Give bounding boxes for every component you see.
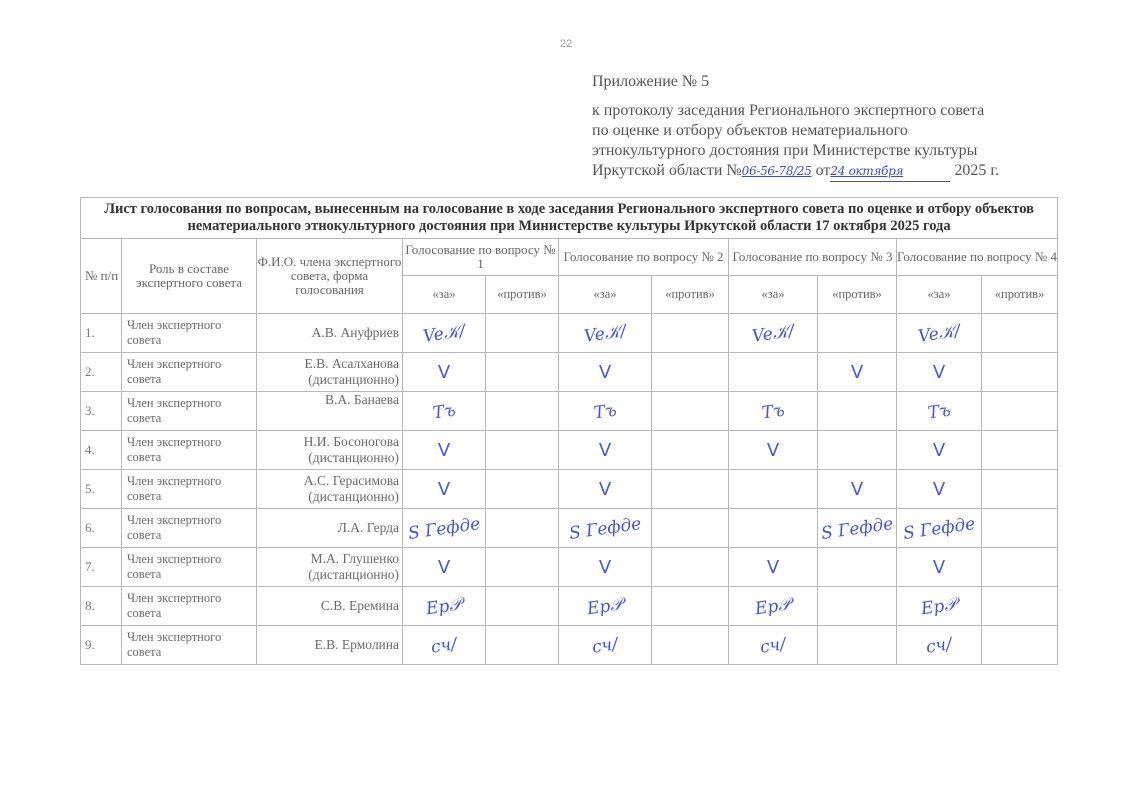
year-suffix: 2025 г. xyxy=(954,162,1000,179)
vote-q3-for xyxy=(729,431,818,470)
signature-icon: Ер𝒫 xyxy=(920,594,958,619)
vote-q2-for xyxy=(559,353,652,392)
checkmark-icon: V xyxy=(437,556,451,578)
vote-q3-against xyxy=(818,548,897,587)
header-q3-against: «против» xyxy=(818,276,897,314)
vote-q3-for xyxy=(729,626,818,665)
signature-icon: сч/ xyxy=(429,633,459,658)
member-name: Н.И. Босоногова xyxy=(303,434,399,449)
row-role: Член экспертного совета xyxy=(122,392,257,431)
vote-q1-for xyxy=(403,470,486,509)
vote-q2-against xyxy=(652,314,729,353)
member-name: М.А. Глушенко xyxy=(310,551,399,566)
vote-q1-for xyxy=(403,548,486,587)
row-role: Член экспертного совета xyxy=(122,353,257,392)
checkmark-icon: V xyxy=(932,439,946,461)
vote-q2-against xyxy=(652,392,729,431)
row-role: Член экспертного совета xyxy=(122,548,257,587)
row-fio xyxy=(257,470,403,509)
checkmark-icon: V xyxy=(932,556,946,578)
member-name: А.В. Ануфриев xyxy=(311,325,399,340)
vote-q3-for xyxy=(729,509,818,548)
header-q4: Голосование по вопросу № 4 xyxy=(897,239,1058,276)
row-number: 8. xyxy=(81,587,122,626)
vote-q4-against xyxy=(982,548,1058,587)
header-num: № п/п xyxy=(81,239,122,314)
row-fio xyxy=(257,626,403,665)
vote-q1-for xyxy=(403,626,486,665)
annex-line-3: этнокультурного достояния при Министерстве культуры xyxy=(592,142,978,159)
vote-q3-against xyxy=(818,626,897,665)
signature-icon: Ve𝒦/ xyxy=(582,320,628,347)
vote-q1-against xyxy=(486,509,559,548)
header-role: Роль в составе экспертного совета xyxy=(122,239,257,314)
vote-q4-against xyxy=(982,470,1058,509)
vote-q4-for xyxy=(897,470,982,509)
signature-icon: Тъ xyxy=(592,400,618,423)
table-caption: Лист голосования по вопросам, вынесенным на голосование в ходе заседания Регионального экспертного совета по оценке и отбору объектов нематериального этнокультурного достояния при Министерстве культуры Иркутской области 17 октября 2025 года xyxy=(81,198,1058,239)
header-q3: Голосование по вопросу № 3 xyxy=(729,239,897,276)
signature-icon: S Гефде xyxy=(567,513,643,544)
vote-q1-against xyxy=(486,470,559,509)
signature-icon: Ер𝒫 xyxy=(425,594,463,619)
vote-q1-for xyxy=(403,353,486,392)
row-number: 9. xyxy=(81,626,122,665)
checkmark-icon: V xyxy=(598,478,612,500)
checkmark-icon: V xyxy=(598,439,612,461)
signature-icon: S Гефде xyxy=(819,513,895,544)
header-q3-for: «за» xyxy=(729,276,818,314)
vote-q3-for xyxy=(729,587,818,626)
checkmark-icon: V xyxy=(598,556,612,578)
row-number: 6. xyxy=(81,509,122,548)
vote-q4-for xyxy=(897,509,982,548)
vote-q4-for xyxy=(897,431,982,470)
vote-q2-for xyxy=(559,587,652,626)
vote-q3-for xyxy=(729,470,818,509)
vote-q2-against xyxy=(652,353,729,392)
header-q1: Голосование по вопросу № 1 xyxy=(403,239,559,276)
vote-q4-against xyxy=(982,431,1058,470)
vote-q1-against xyxy=(486,587,559,626)
header-q2: Голосование по вопросу № 2 xyxy=(559,239,729,276)
vote-q2-against xyxy=(652,470,729,509)
vote-q2-for xyxy=(559,431,652,470)
row-fio xyxy=(257,548,403,587)
row-number: 5. xyxy=(81,470,122,509)
signature-icon: Ер𝒫 xyxy=(754,594,792,619)
checkmark-icon: V xyxy=(932,478,946,500)
vote-q3-for xyxy=(729,353,818,392)
from-label: от xyxy=(815,162,831,179)
signature-icon: S Гефде xyxy=(901,513,977,544)
header-q4-against: «против» xyxy=(982,276,1058,314)
vote-q2-for xyxy=(559,548,652,587)
page-number: 22 xyxy=(560,38,573,50)
row-role: Член экспертного совета xyxy=(122,626,257,665)
vote-q2-for xyxy=(559,470,652,509)
signature-icon: Ve𝒦/ xyxy=(421,320,467,347)
table-row xyxy=(81,548,1058,587)
vote-q3-against xyxy=(818,353,897,392)
member-name: С.В. Еремина xyxy=(320,598,399,613)
annex-line-4-prefix: Иркутской области № xyxy=(592,162,742,179)
vote-q2-against xyxy=(652,587,729,626)
row-fio xyxy=(257,587,403,626)
signature-icon: сч/ xyxy=(590,633,620,658)
row-number: 4. xyxy=(81,431,122,470)
vote-q4-for xyxy=(897,548,982,587)
member-name: Е.В. Ермолина xyxy=(314,637,399,652)
vote-q4-against xyxy=(982,587,1058,626)
vote-q1-for xyxy=(403,587,486,626)
vote-q2-for xyxy=(559,626,652,665)
header-q2-against: «против» xyxy=(652,276,729,314)
vote-q4-for xyxy=(897,392,982,431)
signature-icon: Тъ xyxy=(926,400,952,423)
row-role: Член экспертного совета xyxy=(122,314,257,353)
member-name: В.А. Банаева xyxy=(324,392,399,407)
vote-q3-for xyxy=(729,548,818,587)
table-row xyxy=(81,392,1058,431)
vote-q4-against xyxy=(982,353,1058,392)
protocol-number-handwritten: 06-56-78/25 xyxy=(741,164,812,178)
row-role: Член экспертного совета xyxy=(122,431,257,470)
header-q2-for: «за» xyxy=(559,276,652,314)
checkmark-icon: V xyxy=(437,439,451,461)
annex-line-1: к протоколу заседания Регионального экспертного совета xyxy=(592,102,985,119)
signature-icon: Тъ xyxy=(760,400,786,423)
signature-icon: Тъ xyxy=(431,400,457,423)
header-fio: Ф.И.О. члена экспертного совета, форма голосования xyxy=(257,239,403,314)
row-fio xyxy=(257,353,403,392)
vote-q1-for xyxy=(403,431,486,470)
vote-q1-against xyxy=(486,626,559,665)
signature-icon: S Гефде xyxy=(406,513,482,544)
vote-q2-against xyxy=(652,509,729,548)
row-number: 2. xyxy=(81,353,122,392)
vote-q1-for xyxy=(403,314,486,353)
vote-q4-against xyxy=(982,392,1058,431)
row-fio xyxy=(257,509,403,548)
vote-q4-against xyxy=(982,314,1058,353)
vote-q1-against xyxy=(486,431,559,470)
row-role: Член экспертного совета xyxy=(122,470,257,509)
signature-icon: сч/ xyxy=(758,633,788,658)
vote-q3-against xyxy=(818,392,897,431)
vote-q2-against xyxy=(652,431,729,470)
vote-form: (дистанционно) xyxy=(308,372,399,387)
row-number: 3. xyxy=(81,392,122,431)
vote-q3-against xyxy=(818,431,897,470)
date-handwritten: 24 октября xyxy=(830,161,950,182)
row-fio xyxy=(257,392,403,431)
vote-q4-for xyxy=(897,587,982,626)
member-name: А.С. Герасимова xyxy=(303,473,399,488)
signature-icon: Ер𝒫 xyxy=(586,594,624,619)
vote-q2-for xyxy=(559,509,652,548)
vote-q3-for xyxy=(729,392,818,431)
header-q4-for: «за» xyxy=(897,276,982,314)
table-row xyxy=(81,431,1058,470)
vote-form: (дистанционно) xyxy=(308,489,399,504)
vote-q3-against xyxy=(818,587,897,626)
table-row xyxy=(81,314,1058,353)
member-name: Л.А. Герда xyxy=(337,520,399,535)
vote-q2-for xyxy=(559,314,652,353)
vote-q1-against xyxy=(486,392,559,431)
table-row xyxy=(81,470,1058,509)
checkmark-icon: V xyxy=(766,439,780,461)
voting-table xyxy=(80,197,1058,665)
vote-q3-against xyxy=(818,509,897,548)
checkmark-icon: V xyxy=(850,361,864,383)
checkmark-icon: V xyxy=(437,478,451,500)
row-fio xyxy=(257,314,403,353)
vote-q4-for xyxy=(897,353,982,392)
vote-q1-against xyxy=(486,353,559,392)
vote-q4-for xyxy=(897,626,982,665)
vote-q3-against xyxy=(818,470,897,509)
table-row xyxy=(81,587,1058,626)
checkmark-icon: V xyxy=(598,361,612,383)
vote-q1-against xyxy=(486,314,559,353)
annex-title: Приложение № 5 xyxy=(592,73,710,90)
annex-line-2: по оценке и отбору объектов нематериального xyxy=(592,122,908,139)
table-row xyxy=(81,353,1058,392)
vote-q2-for xyxy=(559,392,652,431)
vote-form: (дистанционно) xyxy=(308,567,399,582)
table-row xyxy=(81,626,1058,665)
annex-line-4 xyxy=(592,161,1062,182)
row-number: 1. xyxy=(81,314,122,353)
checkmark-icon: V xyxy=(437,361,451,383)
signature-icon: Ve𝒦/ xyxy=(750,320,796,347)
row-number: 7. xyxy=(81,548,122,587)
annex-header xyxy=(592,72,1062,182)
row-fio xyxy=(257,431,403,470)
vote-form: (дистанционно) xyxy=(308,450,399,465)
member-name: Е.В. Асалханова xyxy=(304,356,399,371)
vote-q2-against xyxy=(652,548,729,587)
header-q1-for: «за» xyxy=(403,276,486,314)
checkmark-icon: V xyxy=(766,556,780,578)
vote-q4-against xyxy=(982,509,1058,548)
vote-q3-against xyxy=(818,314,897,353)
row-role: Член экспертного совета xyxy=(122,587,257,626)
signature-icon: сч/ xyxy=(924,633,954,658)
vote-q1-for xyxy=(403,392,486,431)
header-q1-against: «против» xyxy=(486,276,559,314)
table-row xyxy=(81,509,1058,548)
checkmark-icon: V xyxy=(850,478,864,500)
vote-q2-against xyxy=(652,626,729,665)
vote-q4-for xyxy=(897,314,982,353)
row-role: Член экспертного совета xyxy=(122,509,257,548)
vote-q1-for xyxy=(403,509,486,548)
checkmark-icon: V xyxy=(932,361,946,383)
signature-icon: Ve𝒦/ xyxy=(916,320,962,347)
vote-q1-against xyxy=(486,548,559,587)
vote-q3-for xyxy=(729,314,818,353)
vote-q4-against xyxy=(982,626,1058,665)
